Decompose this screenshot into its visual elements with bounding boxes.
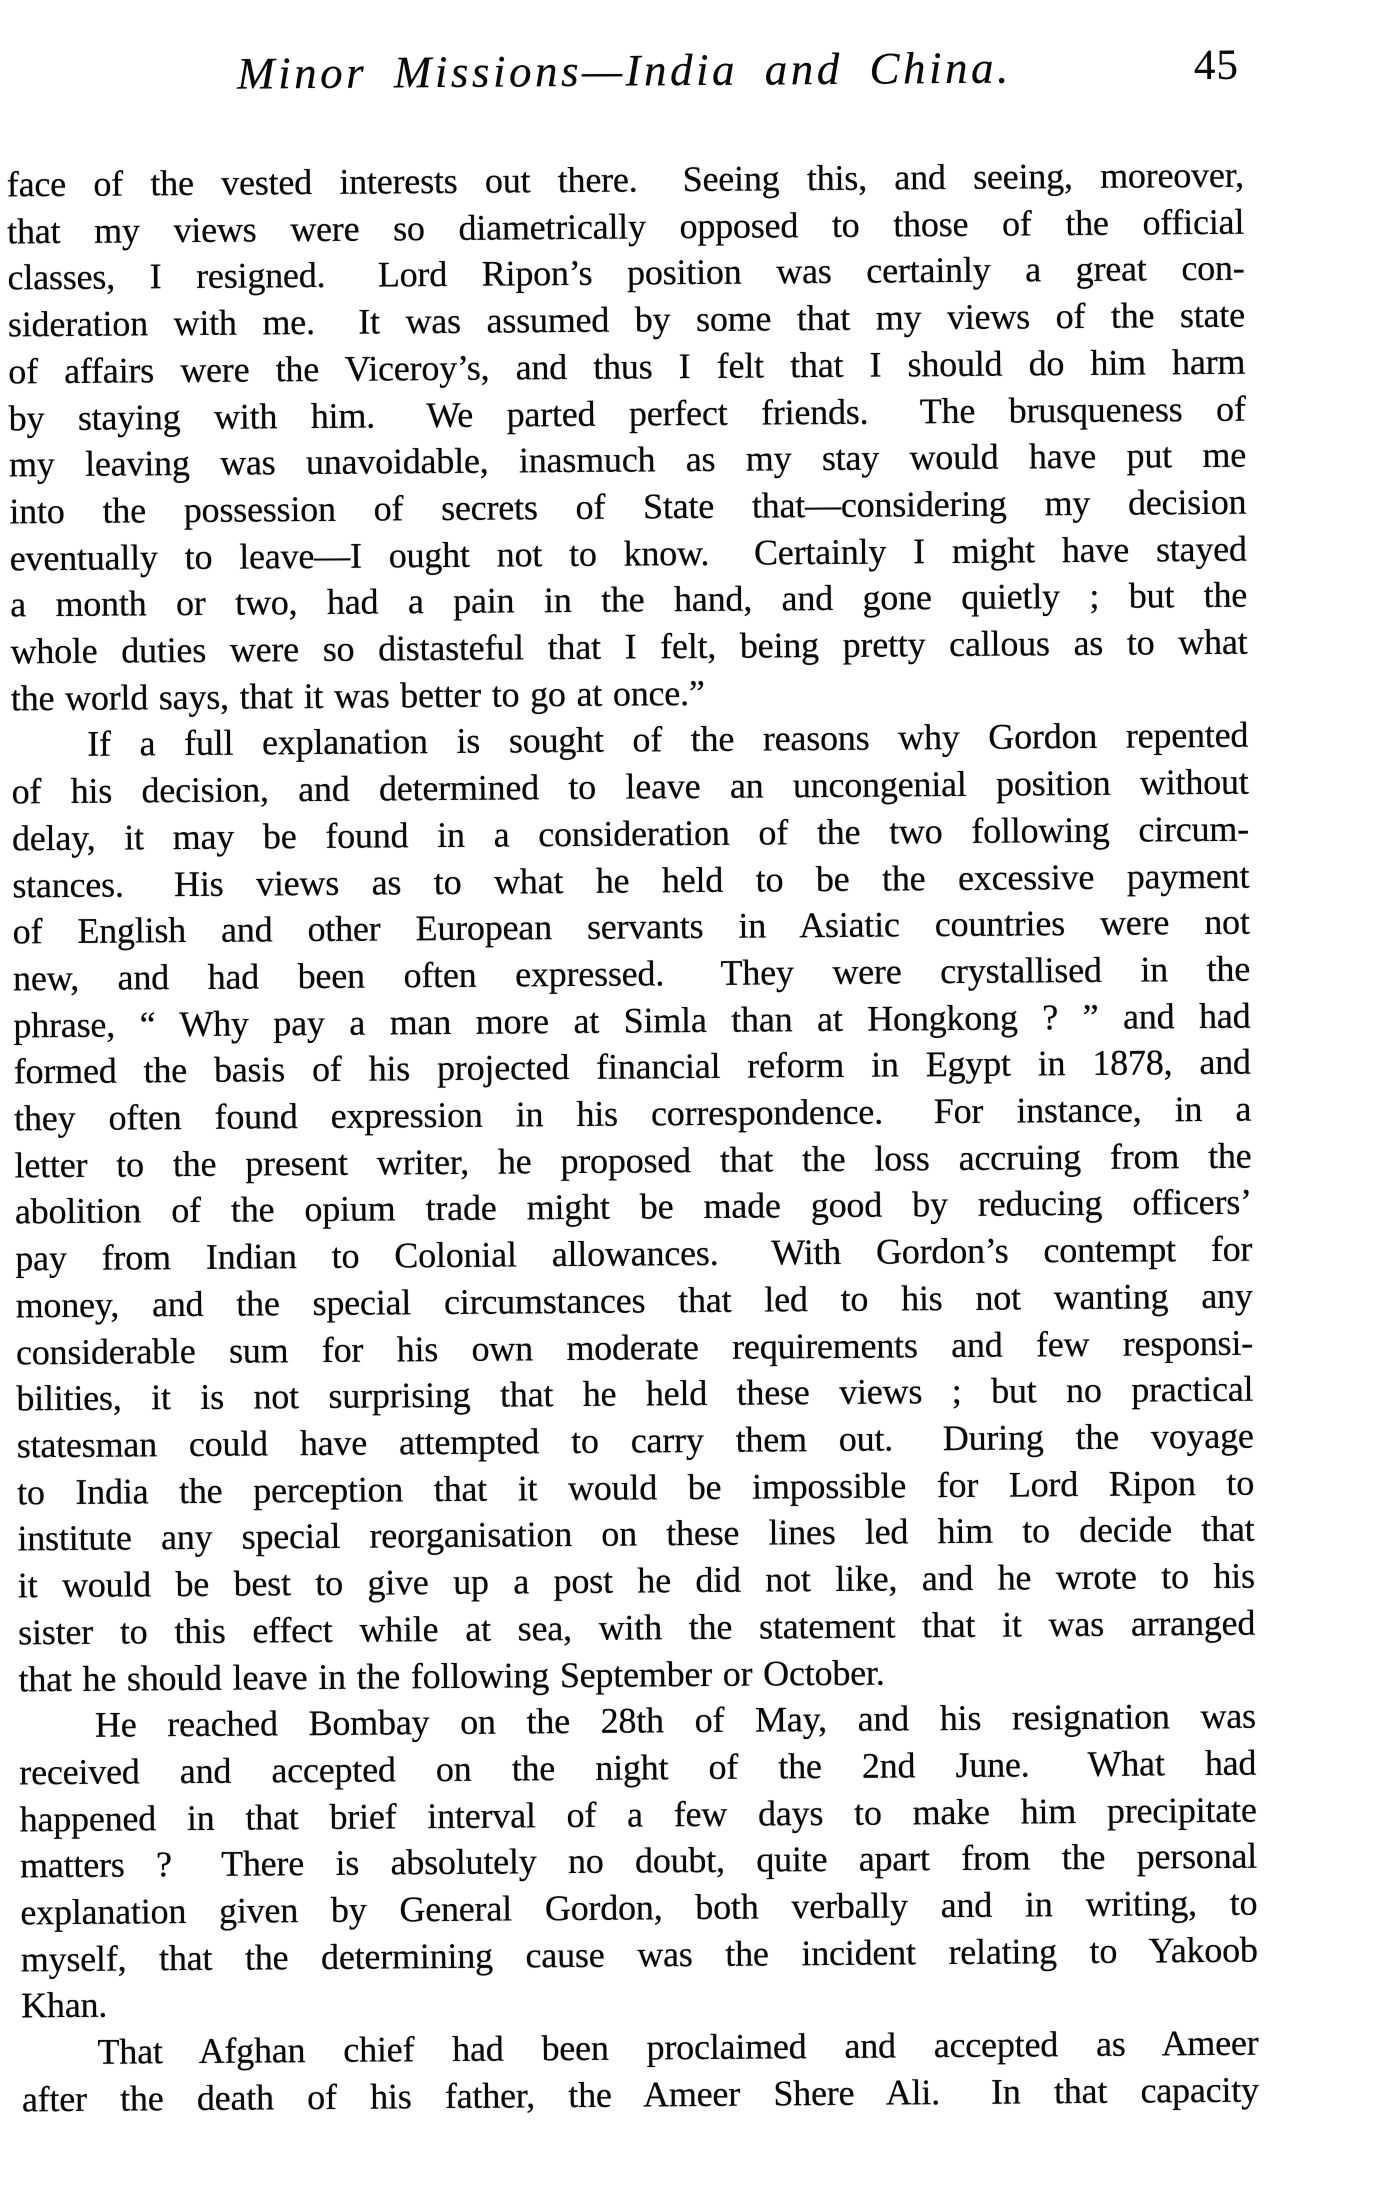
paragraph bbox=[7, 152, 1248, 722]
running-header bbox=[6, 40, 1243, 110]
text-line: by staying with him. We parted perfect friends. The brusqueness of bbox=[8, 388, 1246, 438]
text-line: sister to this effect while at sea, with the statement that it was arranged bbox=[18, 1602, 1256, 1653]
text-line: delay, it may be found in a consideration of the two following circum- bbox=[11, 808, 1250, 859]
text-line: the world says, that it was better to go at once.” bbox=[10, 672, 705, 719]
text-line: considerable sum for his own moderate requirements and few responsi- bbox=[15, 1322, 1254, 1372]
text-line: formed the basis of his projected financial reform in Egypt in 1878, and bbox=[13, 1042, 1251, 1092]
text-line: matters ? There is absolutely no doubt, quite apart from the personal bbox=[19, 1835, 1258, 1886]
text-line: pay from Indian to Colonial allowances. With Gordon’s contempt for bbox=[15, 1228, 1253, 1279]
text-line: they often found expression in his correspondence. For instance, in a bbox=[14, 1088, 1252, 1139]
text-line: into the possession of secrets of State that—considering my decision bbox=[9, 481, 1247, 532]
text-line: phrase, “ Why pay a man more at Simla than at Hongkong ? ” and had bbox=[13, 995, 1251, 1046]
text-line: of English and other European servants in Asiatic countries were not bbox=[12, 901, 1250, 952]
text-line: He reached Bombay on the 28th of May, and his resignation was bbox=[94, 1695, 1257, 1745]
text-line: institute any special reorganisation on these lines led him to decide that bbox=[17, 1509, 1255, 1559]
text-line: new, and had been often expressed. They were crystallised in the bbox=[12, 948, 1251, 999]
text-line: myself, that the determining cause was the incident relating to Yakoob bbox=[20, 1929, 1258, 1980]
text-line: after the death of his father, the Ameer Shere Ali. In that capacity bbox=[21, 2069, 1259, 2120]
paragraph bbox=[21, 2020, 1259, 2123]
text-line: received and accepted on the night of the 2nd June. What had bbox=[19, 1742, 1257, 1793]
text-line: bilities, it is not surprising that he held these views ; but no practical bbox=[16, 1368, 1254, 1419]
text-line: of his decision, and determined to leave an uncongenial position without bbox=[11, 761, 1249, 812]
text-line: happened in that brief interval of a few days to make him precipitate bbox=[19, 1789, 1257, 1839]
text-line: it would be best to give up a post he did not like, and he wrote to his bbox=[17, 1555, 1255, 1606]
running-header-title: Minor Missions—India and China. bbox=[236, 42, 1012, 99]
text-line: stances. His views as to what he held to be the excessive payment bbox=[12, 855, 1250, 905]
text-line: If a full explanation is sought of the reasons why Gordon repented bbox=[87, 715, 1249, 765]
text-line: sideration with me. It was assumed by some that my views of the state bbox=[7, 294, 1246, 345]
text-line: to India the perception that it would be impossible for Lord Ripon to bbox=[16, 1462, 1255, 1513]
text-line: That Afghan chief had been proclaimed and accepted as Ameer bbox=[97, 2022, 1259, 2072]
text-line: abolition of the opium trade might be made good by reducing officers’ bbox=[14, 1182, 1253, 1232]
text-line: letter to the present writer, he proposed that the loss accruing from the bbox=[14, 1135, 1252, 1186]
text-line: statesman could have attempted to carry them out. During the voyage bbox=[16, 1415, 1254, 1466]
text-line: whole duties were so distasteful that I felt, being pretty callous as to what bbox=[10, 621, 1248, 672]
paragraph bbox=[19, 1693, 1259, 2030]
page-body bbox=[7, 152, 1259, 2123]
text-line: explanation given by General Gordon, both verbally and in writing, to bbox=[20, 1882, 1258, 1933]
text-line: Khan. bbox=[20, 1985, 108, 2026]
page-number: 45 bbox=[1193, 41, 1240, 90]
text-line: money, and the special circumstances that led to his not wanting any bbox=[15, 1275, 1253, 1326]
text-line: of affairs were the Viceroy’s, and thus I felt that I should do him harm bbox=[8, 341, 1246, 392]
text-line: that he should leave in the following September or October. bbox=[18, 1652, 885, 1699]
text-line: face of the vested interests out there. Seeing this, and seeing, moreover, bbox=[6, 154, 1244, 205]
text-line: eventually to leave—I ought not to know. Certainly I might have stayed bbox=[9, 528, 1247, 579]
text-line: that my views were so diametrically opposed to those of the official bbox=[7, 201, 1245, 252]
text-line: a month or two, had a pain in the hand, and gone quietly ; but the bbox=[9, 574, 1248, 625]
text-line: classes, I resigned. Lord Ripon’s position was certainly a great con- bbox=[7, 248, 1245, 298]
paragraph bbox=[11, 712, 1256, 1702]
text-line: my leaving was unavoidable, inasmuch as my stay would have put me bbox=[8, 434, 1247, 485]
